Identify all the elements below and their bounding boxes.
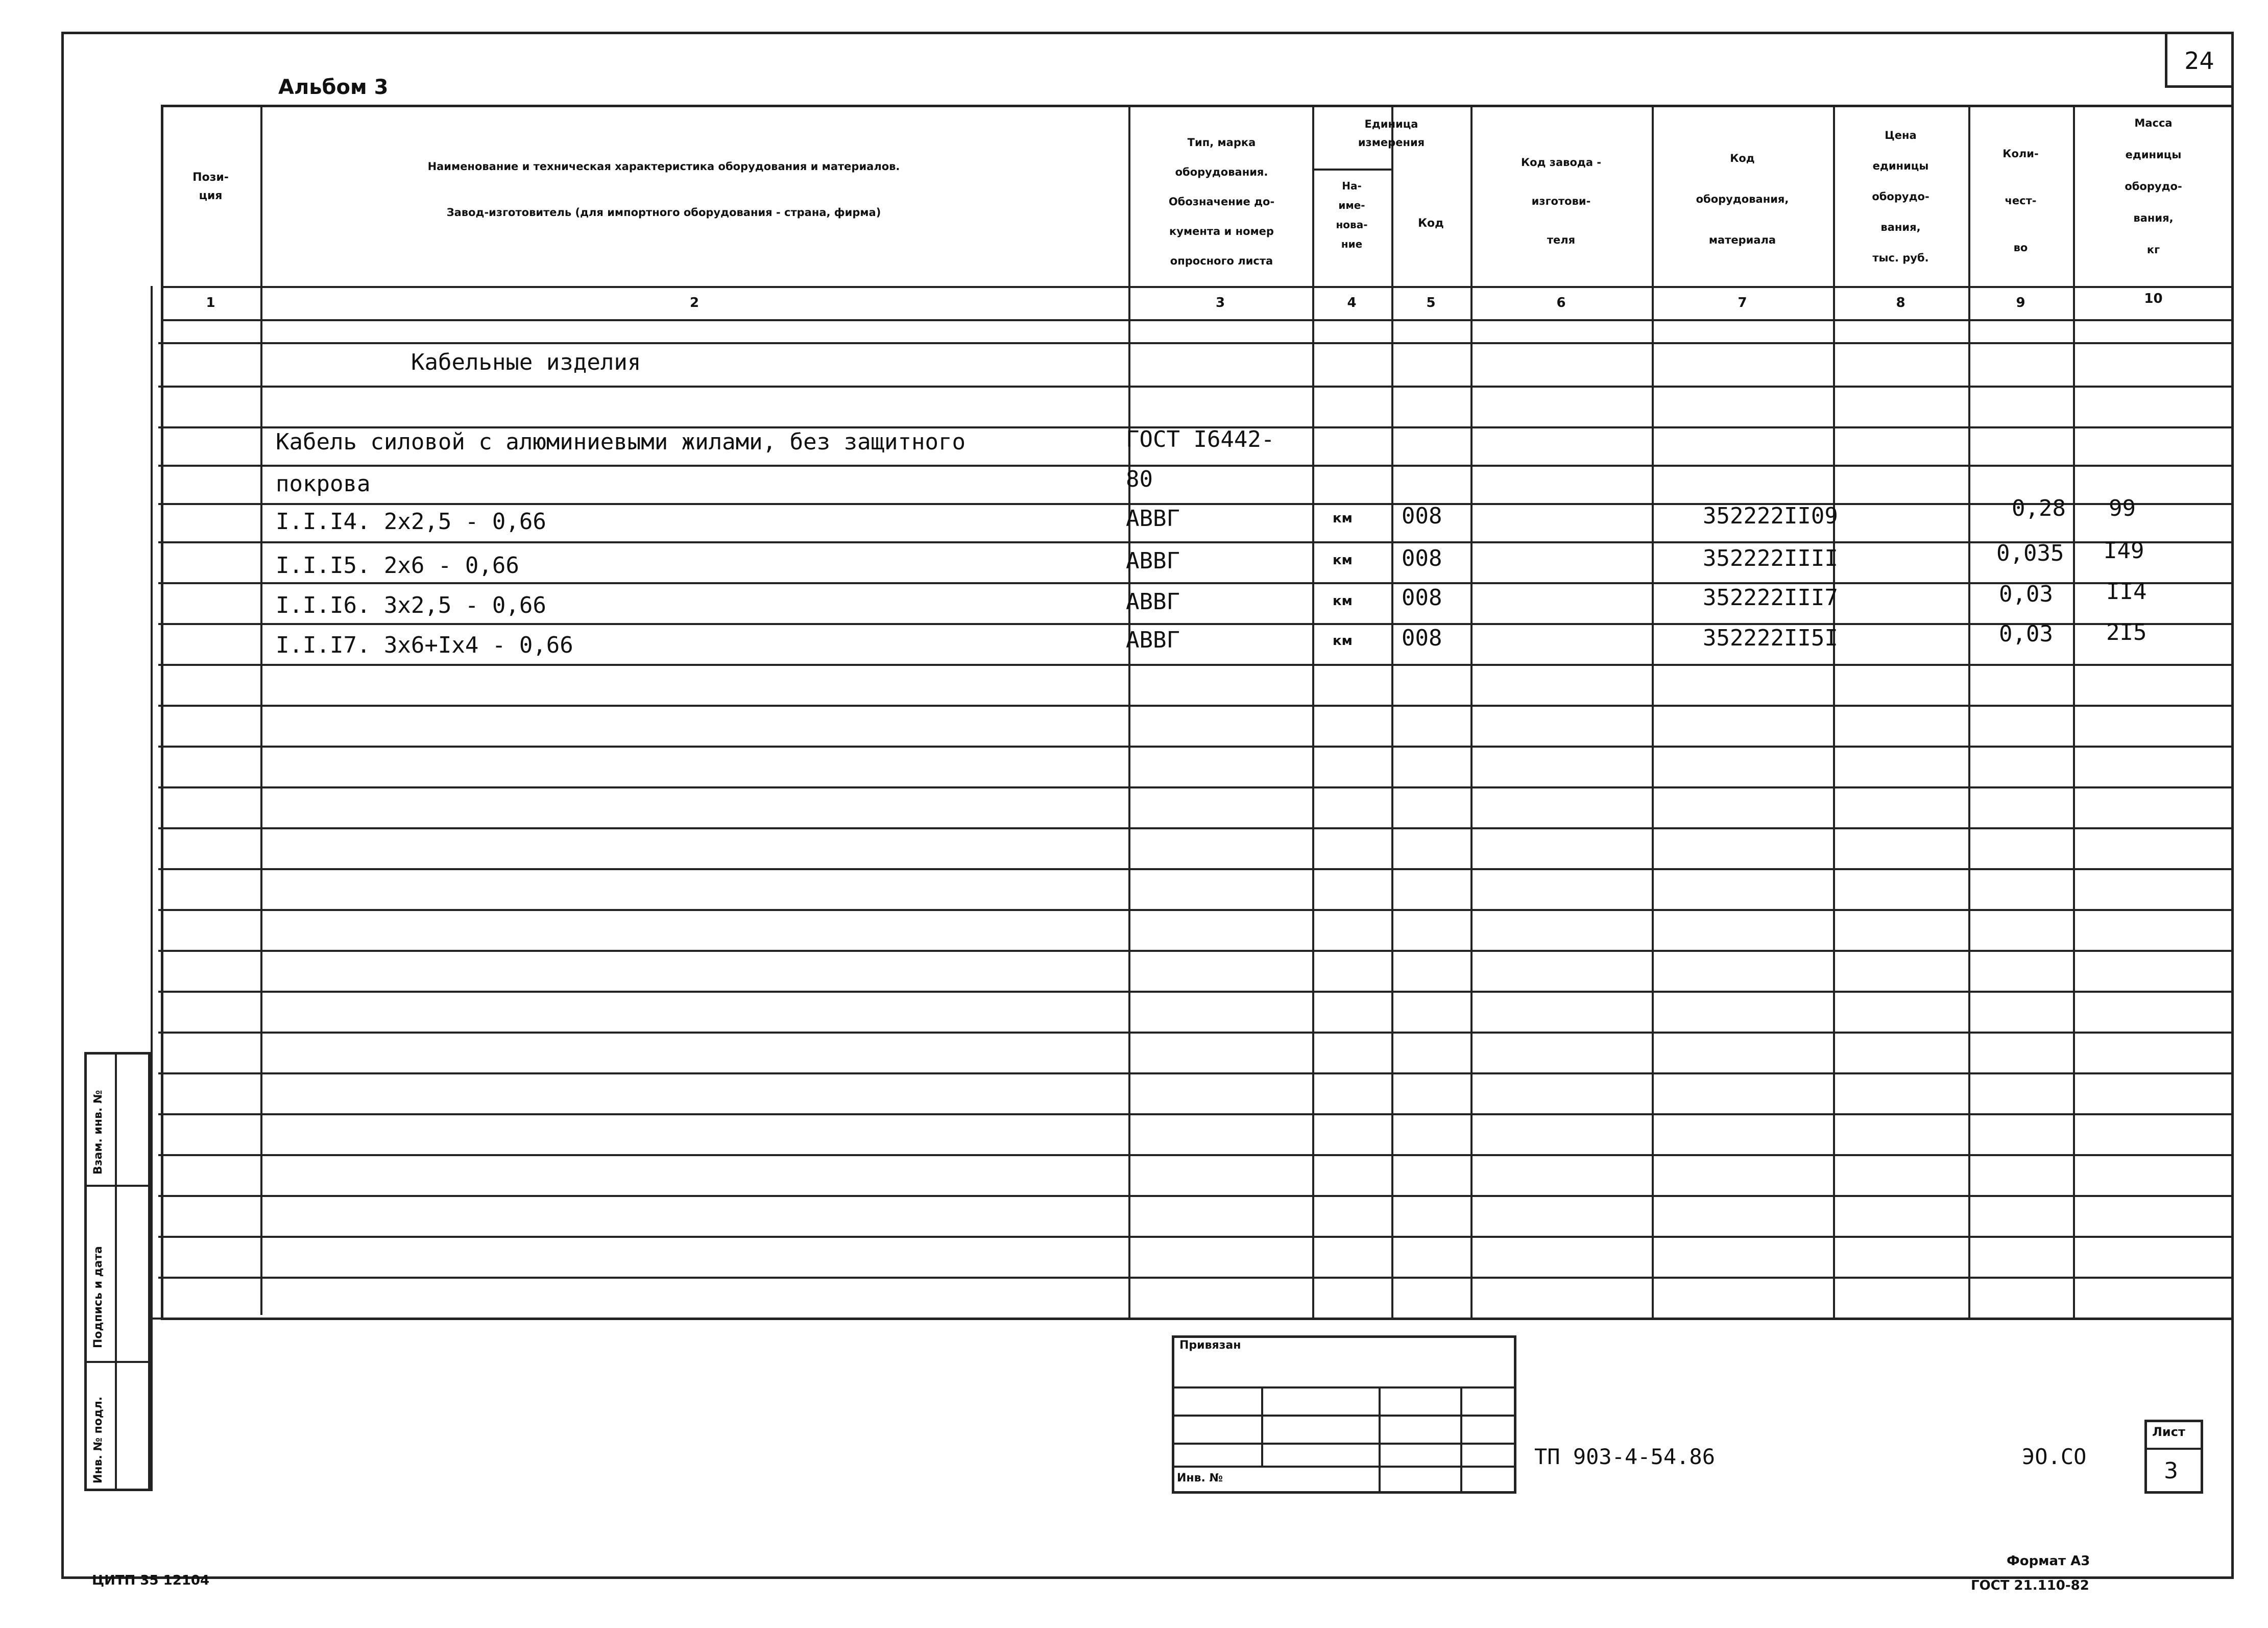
section-title: Кабельные изделия [411,349,641,375]
row-code: 008 [1402,545,1442,571]
col9-header: Коли- чест- во [2002,148,2039,254]
row-qty: 0,03 [1999,621,2053,647]
row-mass: I49 [2104,538,2144,564]
col-num-7: 7 [1738,295,1747,310]
col1-header: Пози- ция [192,171,229,202]
sheet-number: 3 [2164,1458,2178,1484]
col6-header: Код завода - изготови- теля [1521,156,1602,246]
row-mass: 2I5 [2106,619,2147,645]
col8-header: Цена единицы оборудо- вания, тыс. руб. [1872,129,1929,264]
row-code: 008 [1402,503,1442,529]
row-unit: км [1333,553,1353,568]
row-mass: 99 [2109,495,2136,521]
row-type: АВВГ [1126,589,1180,615]
col-num-2: 2 [689,295,699,310]
side-label-vzam: Взам. инв. № [92,1090,105,1175]
row-type: АВВГ [1126,627,1180,653]
row-unit: км [1333,593,1353,609]
row-type: ГОСТ I6442- [1126,426,1275,452]
row-material-code: 352222IIII [1703,545,1838,571]
col4-header: На- име- нова- ние [1336,180,1368,250]
row-qty: 0,035 [1996,540,2064,566]
row-unit: км [1333,633,1353,649]
row-name: Кабель силовой с алюминиевыми жилами, без защитного [276,429,966,455]
col-num-9: 9 [2016,295,2025,310]
side-label-inv-podl: Инв. № подл. [92,1396,105,1483]
stamp-inv-no: Инв. № [1177,1472,1223,1485]
doc-section: ЭО.СО [2022,1444,2087,1469]
row-qty: 0,03 [1999,581,2053,607]
col5-header: Код [1418,217,1444,230]
col7-header: Код оборудования, материала [1696,152,1789,246]
sheet-label: Лист [2152,1425,2185,1439]
footer-gost: ГОСТ 21.110-82 [1971,1578,2089,1593]
col-num-4: 4 [1347,295,1357,310]
col2-header-line2: Завод-изготовитель (для импортного оборудования - страна, фирма) [446,206,881,219]
row-material-code: 352222III7 [1703,585,1838,611]
row-material-code: 352222II09 [1703,503,1838,529]
col-num-5: 5 [1426,295,1436,310]
row-type: АВВГ [1126,506,1180,532]
col-num-10: 10 [2144,291,2163,306]
stamp-privyazan: Привязан [1179,1339,1241,1352]
col-num-6: 6 [1556,295,1566,310]
side-label-podpis: Подпись и дата [92,1246,105,1348]
unit-group-header: Единица измерения [1358,118,1425,149]
row-name: I.I.I5. 2х6 - 0,66 [276,553,519,579]
row-name: I.I.I4. 2х2,5 - 0,66 [276,509,546,535]
col10-header: Масса единицы оборудо- вания, кг [2125,117,2182,256]
row-name: I.I.I6. 3х2,5 - 0,66 [276,592,546,618]
footer-left: ЦИТП 35 12104 [92,1573,210,1588]
col-num-8: 8 [1896,295,1905,310]
row-qty: 0,28 [2012,495,2066,521]
page-number: 24 [2184,47,2214,75]
col2-header-line1: Наименование и техническая характеристика оборудования и материалов. [427,160,900,173]
row-type: АВВГ [1126,548,1180,574]
row-code: 008 [1402,585,1442,611]
row-unit: км [1333,511,1353,526]
footer-format: Формат А3 [2007,1553,2090,1569]
row-type: 80 [1126,466,1153,492]
col3-header: Тип, марка оборудования. Обозначение до- кумента и номер опросного листа [1168,136,1275,267]
album-title: Альбом 3 [278,76,389,99]
row-name: I.I.I7. 3х6+Iх4 - 0,66 [276,632,573,658]
col-num-3: 3 [1215,295,1225,310]
row-code: 008 [1402,625,1442,651]
row-mass: II4 [2106,579,2147,605]
col-num-1: 1 [206,295,215,310]
row-material-code: 352222II5I [1703,625,1838,651]
row-name: покрова [276,471,371,497]
doc-code: ТП 903-4-54.86 [1534,1444,1716,1469]
